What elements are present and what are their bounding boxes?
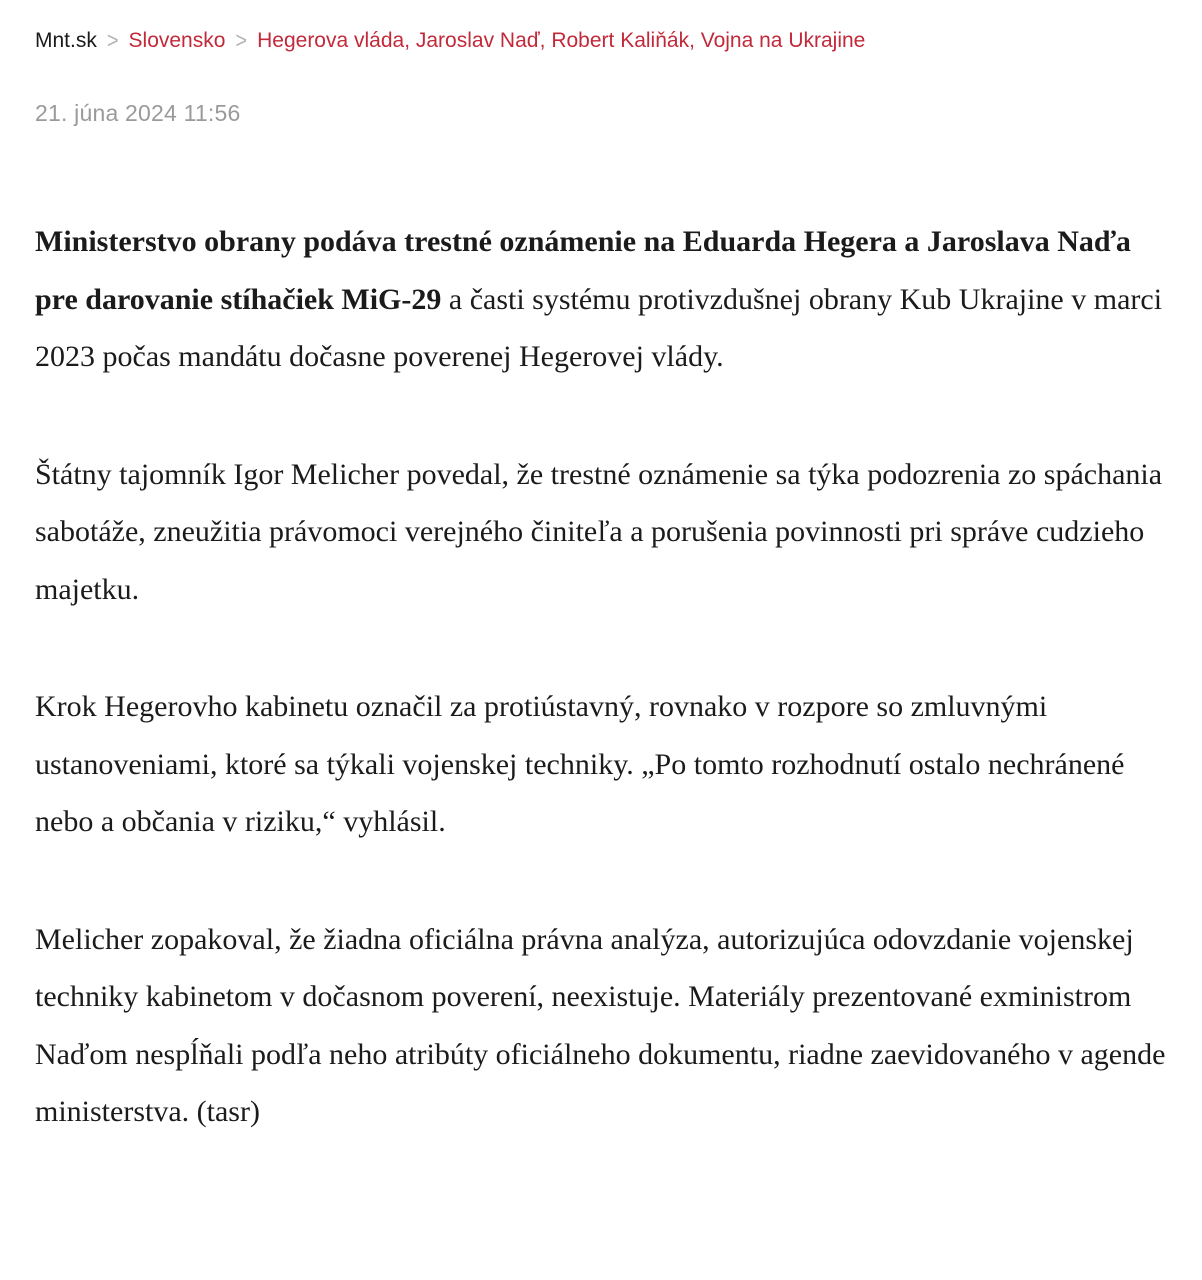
chevron-right-icon: >: [235, 28, 248, 54]
breadcrumb: [35, 28, 1167, 54]
article-paragraph: [35, 213, 1167, 386]
article-paragraph: [35, 678, 1167, 851]
breadcrumb-tags-link[interactable]: Hegerova vláda, Jaroslav Naď, Robert Kaliňák, Vojna na Ukrajine: [257, 29, 866, 52]
paragraph-text: Melicher zopakoval, že žiadna oficiálna právna analýza, autorizujúca odovzdanie vojenskej techniky kabinetom v dočasnom poverení, neexistuje. Materiály prezentované exministrom Naďom nespĺňali podľa neho atribúty oficiálneho dokumentu, riadne zaevidovaného v agende ministerstva. (tasr): [35, 922, 1166, 1128]
article-paragraph: [35, 911, 1167, 1141]
article-body: [35, 213, 1167, 1141]
paragraph-text: Krok Hegerovho kabinetu označil za protiústavný, rovnako v rozpore so zmluvnými ustanoveniami, ktoré sa týkali vojenskej techniky. „Po tomto rozhodnutí ostalo nechránené nebo a občania v riziku,“ vyhlásil.: [35, 690, 1125, 838]
paragraph-text: a časti systému protivzdušnej obrany Kub Ukrajine v marci 2023 počas mandátu dočasne poverenej Hegerovej vlády.: [35, 282, 1163, 373]
publish-date: 21. júna 2024 11:56: [35, 100, 241, 126]
breadcrumb-section-link[interactable]: Slovensko: [128, 29, 226, 52]
breadcrumb-site-link[interactable]: Mnt.sk: [35, 29, 97, 52]
chevron-right-icon: >: [106, 28, 119, 54]
article-paragraph: [35, 446, 1167, 619]
paragraph-text: Štátny tajomník Igor Melicher povedal, že trestné oznámenie sa týka podozrenia zo spáchania sabotáže, zneužitia právomoci verejného činiteľa a porušenia povinnosti pri správe cudzieho majetku.: [35, 457, 1163, 606]
paragraph-bold-lead: Ministerstvo obrany podáva trestné oznámenie na Eduarda Hegera a Jaroslava Naďa pre darovanie stíhačiek MiG-29: [35, 225, 1131, 316]
